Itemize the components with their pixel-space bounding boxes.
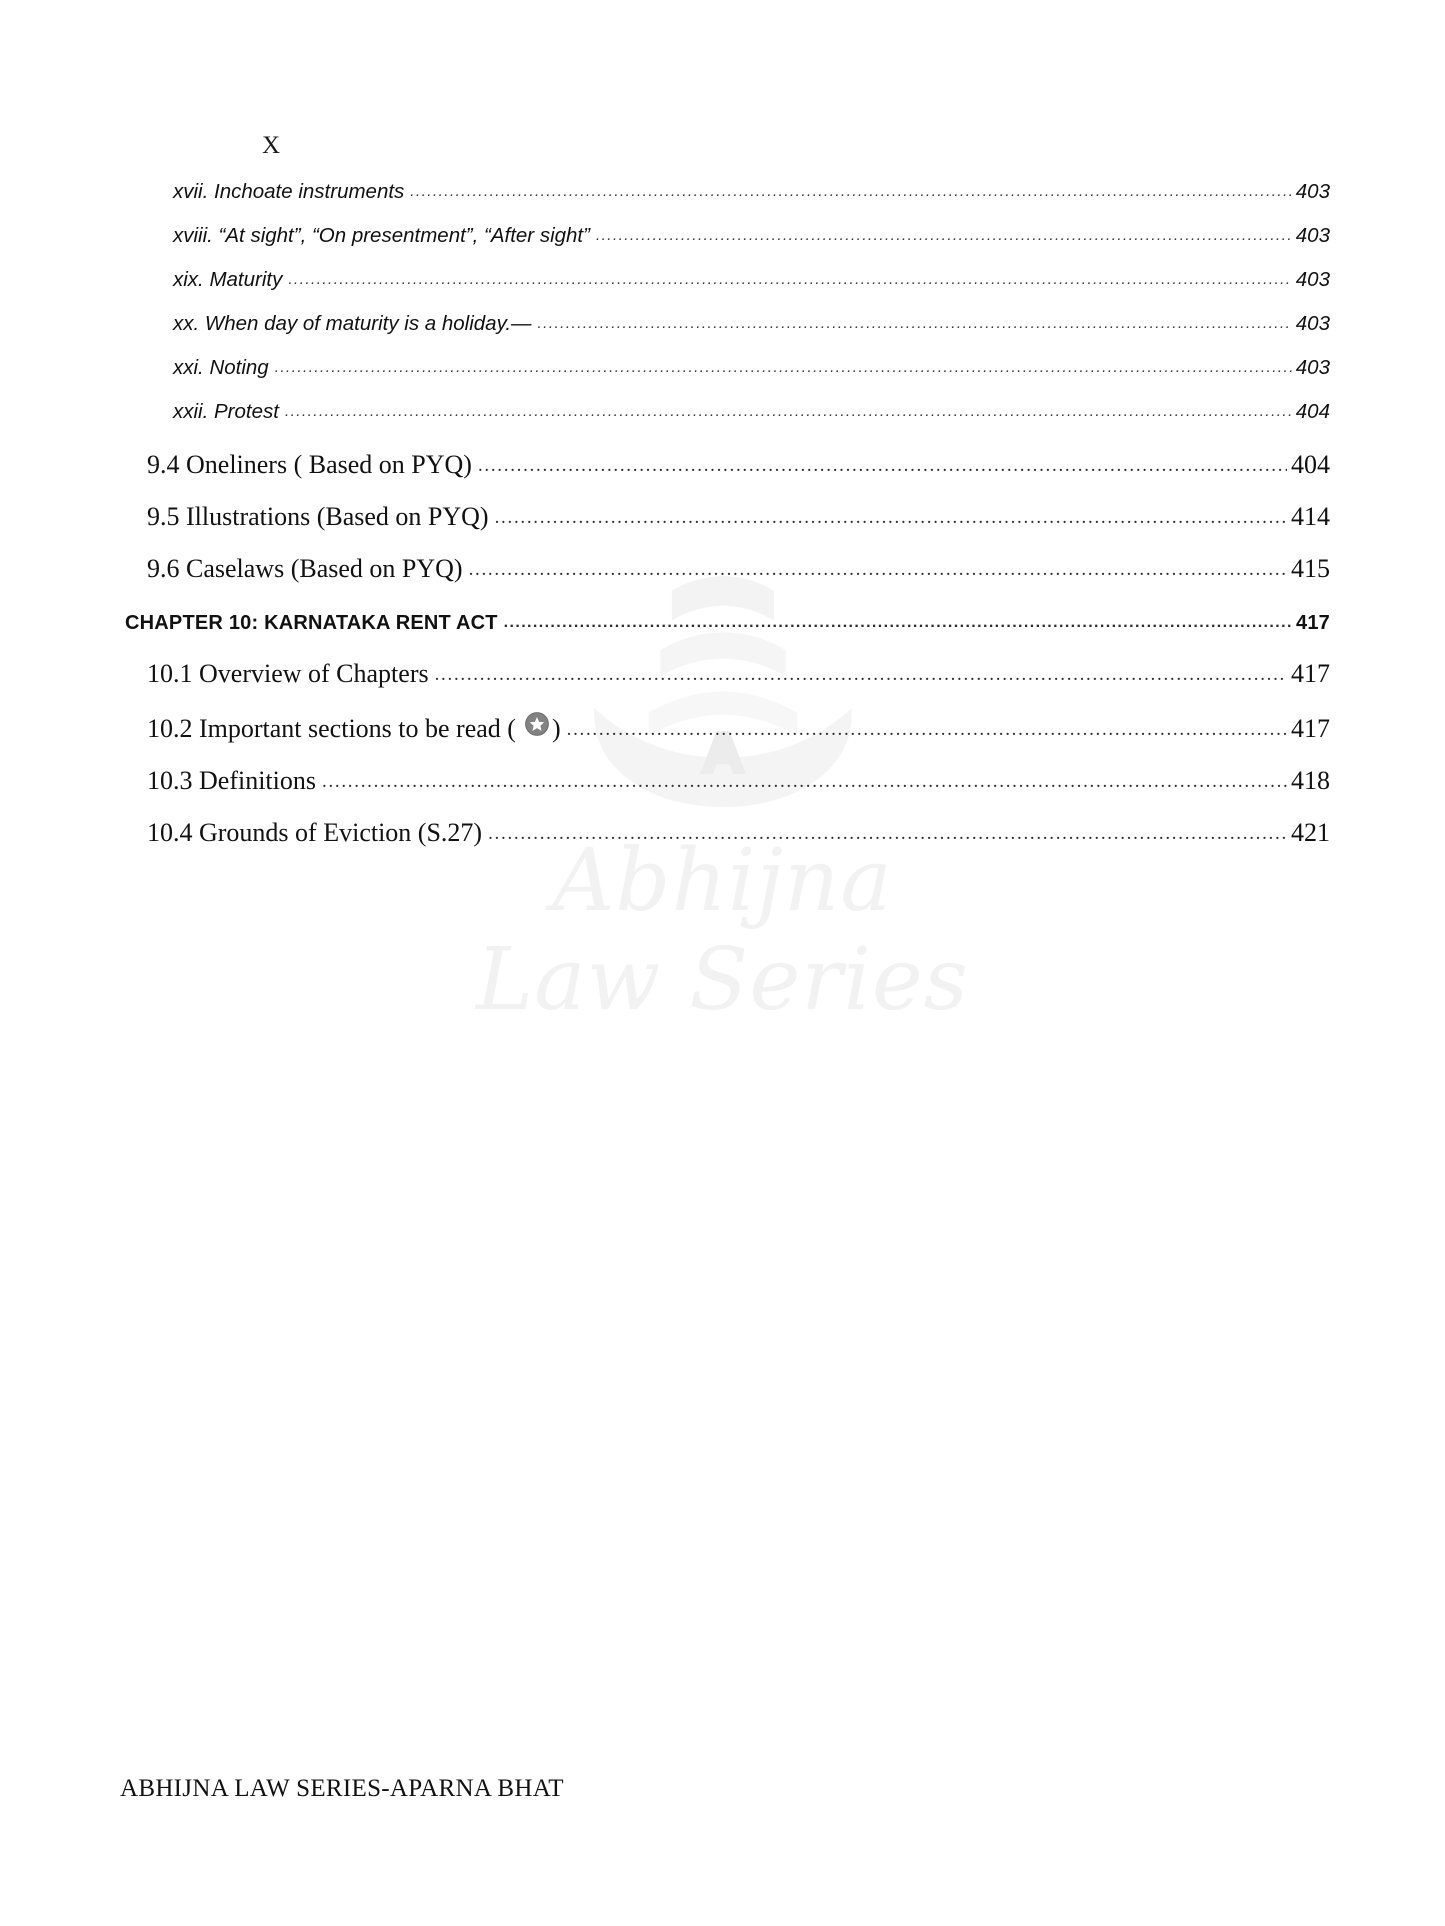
toc-entry-page: 404 — [1295, 400, 1330, 423]
toc-entry-label: xviii. “At sight”, “On presentment”, “After sight” — [173, 224, 590, 247]
toc-entry-page: 417 — [1291, 714, 1330, 743]
toc-leader-dots — [410, 183, 1291, 200]
toc-leader-dots — [285, 403, 1292, 420]
watermark-line-2: Law Series — [476, 929, 969, 1030]
toc-entry-page: 418 — [1291, 766, 1330, 795]
toc-entry-label: xxii. Protest — [173, 400, 279, 423]
toc-entry-label: 10.4 Grounds of Eviction (S.27) — [147, 818, 483, 847]
toc-entry-label: 9.5 Illustrations (Based on PYQ) — [147, 502, 489, 531]
toc-leader-dots — [275, 359, 1292, 376]
star-badge-icon — [524, 711, 550, 737]
toc-entry-page: 404 — [1291, 450, 1330, 479]
toc-entry-page: 403 — [1295, 224, 1330, 247]
toc-entry-label: xxi. Noting — [173, 356, 269, 379]
toc-entry-label: xix. Maturity — [173, 268, 283, 291]
toc-leader-dots — [435, 664, 1287, 686]
toc-entry[interactable] — [147, 554, 1330, 584]
toc-entry[interactable] — [173, 268, 1330, 292]
page-footer: ABHIJNA LAW SERIES-APARNA BHAT — [120, 1775, 564, 1802]
toc-entry-label: CHAPTER 10: KARNATAKA RENT ACT — [125, 612, 498, 634]
toc-leader-dots — [322, 771, 1287, 793]
toc-entry-page: 417 — [1296, 612, 1330, 634]
toc-entry-label: 10.2 Important sections to be read ( — [147, 714, 516, 743]
toc-entry-page: 421 — [1291, 818, 1330, 847]
toc-leader-dots — [504, 614, 1292, 632]
toc-entry[interactable] — [147, 450, 1330, 480]
toc-entry[interactable] — [173, 312, 1330, 336]
toc-entry-label: xx. When day of maturity is a holiday.— — [173, 312, 532, 335]
toc-leader-dots — [596, 227, 1292, 244]
toc-entry[interactable] — [147, 766, 1330, 796]
toc-entry[interactable] — [173, 356, 1330, 380]
toc-entry-label: 9.4 Oneliners ( Based on PYQ) — [147, 450, 472, 479]
toc-entry[interactable] — [147, 659, 1330, 689]
toc-entry[interactable] — [173, 400, 1330, 424]
toc-entry[interactable] — [147, 818, 1330, 848]
toc-entry-label: xvii. Inchoate instruments — [173, 180, 405, 203]
toc-leader-dots — [478, 455, 1287, 477]
toc-entry-page: 403 — [1295, 356, 1330, 379]
toc-entry-label-suffix: ) — [551, 714, 561, 743]
toc-entry-page: 414 — [1291, 502, 1330, 531]
table-of-contents — [125, 180, 1330, 870]
toc-entry-page: 403 — [1295, 268, 1330, 291]
toc-entry-chapter[interactable] — [125, 612, 1330, 635]
toc-entry-page: 415 — [1291, 554, 1330, 583]
toc-entry-page: 403 — [1295, 312, 1330, 335]
watermark-line-1: Abhijna — [552, 831, 893, 931]
toc-entry[interactable] — [173, 224, 1330, 248]
page-number: X — [262, 132, 281, 159]
toc-entry-label: 10.1 Overview of Chapters — [147, 659, 429, 688]
toc-entry-page: 417 — [1291, 659, 1330, 688]
toc-leader-dots — [538, 315, 1292, 332]
toc-leader-dots — [488, 823, 1287, 845]
toc-entry[interactable] — [147, 711, 1330, 744]
toc-leader-dots — [469, 559, 1287, 581]
toc-entry[interactable] — [173, 180, 1330, 204]
toc-leader-dots — [495, 507, 1287, 529]
toc-leader-dots — [288, 271, 1291, 288]
toc-entry[interactable] — [147, 502, 1330, 532]
toc-leader-dots — [567, 719, 1287, 741]
toc-entry-label: 10.3 Definitions — [147, 766, 316, 795]
toc-entry-label: 9.6 Caselaws (Based on PYQ) — [147, 554, 463, 583]
toc-entry-page: 403 — [1295, 180, 1330, 203]
